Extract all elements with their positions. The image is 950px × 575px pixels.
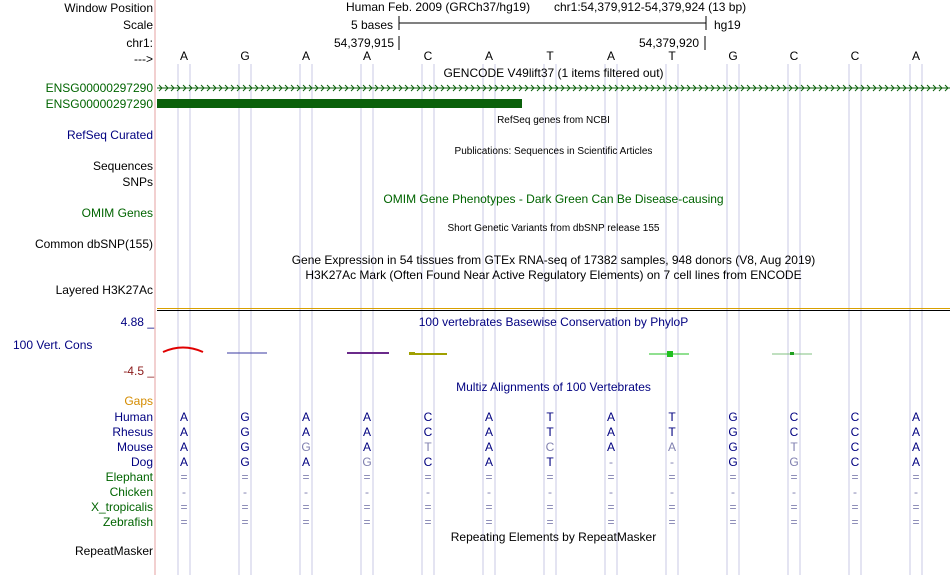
alignment-base: C [423,425,433,439]
alignment-base: C [850,410,860,424]
alignment-base: = [424,500,432,514]
conservation-track-label[interactable]: 100 Vert. Cons [13,338,93,352]
h3k27ac-track-label[interactable]: Layered H3K27Ac [55,283,153,297]
multiz-track-title: Multiz Alignments of 100 Vertebrates [456,380,651,394]
alignment-base: G [240,425,250,439]
alignment-base: G [240,410,250,424]
repeatmasker-track-label[interactable]: RepeatMasker [74,544,153,558]
reference-base: G [728,49,738,63]
alignment-base: = [424,515,432,529]
alignment-base: - [609,485,613,499]
alignment-base: - [182,485,186,499]
alignment-base: = [180,500,188,514]
alignment-base: C [423,410,433,424]
species-label[interactable]: Mouse [116,440,153,454]
refseq-track-label[interactable]: RefSeq Curated [66,128,153,142]
omim-track-label[interactable]: OMIM Genes [81,206,153,220]
alignment-base: T [668,410,676,424]
alignment-base: = [729,500,737,514]
species-label[interactable]: X_tropicalis [90,500,153,514]
scale-text: 5 bases [351,18,394,32]
chrom-label: chr1: [126,36,153,50]
alignment-base: = [668,515,676,529]
gaps-label[interactable]: Gaps [124,394,153,408]
alignment-base: = [668,470,676,484]
alignment-base: = [485,515,493,529]
alignment-base: = [607,500,615,514]
alignment-base: G [240,440,250,454]
reference-base: A [484,49,493,63]
reference-base: A [362,49,371,63]
alignment-base: A [606,410,615,424]
reference-base: T [668,49,676,63]
alignment-base: A [362,410,371,424]
alignment-base: T [668,425,676,439]
alignment-base: = [485,470,493,484]
alignment-base: G [728,410,738,424]
alignment-base: = [363,515,371,529]
alignment-base: - [304,485,308,499]
repeatmasker-track-title: Repeating Elements by RepeatMasker [450,530,657,544]
alignment-base: A [301,455,310,469]
dbsnp-track-label[interactable]: Common dbSNP(155) [34,237,153,251]
alignment-base: = [851,515,859,529]
species-label[interactable]: Zebrafish [102,515,153,529]
gtex-track-title: Gene Expression in 54 tissues from GTEx RNA-seq of 17382 samples, 948 donors (V8, Aug 2019) [291,253,816,267]
alignment-base: = [302,470,310,484]
alignment-base: A [484,440,493,454]
reference-base: G [240,49,250,63]
alignment-base: G [362,455,372,469]
species-label[interactable]: Elephant [105,470,153,484]
alignment-base: A [179,455,188,469]
alignment-base: A [484,455,493,469]
alignment-base: A [301,410,310,424]
alignment-base: = [302,515,310,529]
alignment-base: G [728,425,738,439]
alignment-base: - [426,485,430,499]
alignment-base: = [790,500,798,514]
alignment-base: = [180,470,188,484]
alignment-base: = [546,515,554,529]
alignment-base: - [670,485,674,499]
species-label[interactable]: Chicken [109,485,153,499]
alignment-base: C [850,425,860,439]
dbsnp-track-title: Short Genetic Variants from dbSNP release 155 [447,223,660,234]
alignment-base: A [484,410,493,424]
alignment-base: A [606,425,615,439]
reference-base: T [546,49,554,63]
species-label[interactable]: Human [114,410,153,424]
alignment-base: = [546,500,554,514]
conservation-plot[interactable] [157,340,950,365]
gencode-item-label-1[interactable]: ENSG00000297290 [45,81,153,95]
alignment-base: A [911,410,920,424]
alignment-base: C [545,440,555,454]
alignment-base: = [363,470,371,484]
alignment-base: = [668,500,676,514]
position-readout: chr1:54,379,912-54,379,924 (13 bp) [554,0,747,14]
alignment-base: G [728,455,738,469]
alignment-base: T [790,440,798,454]
alignment-base: = [302,500,310,514]
alignment-base: C [850,455,860,469]
alignment-base: A [484,425,493,439]
alignment-base: C [789,425,799,439]
conservation-track-title: 100 vertebrates Basewise Conservation by PhyloP [418,315,689,329]
alignment-base: A [362,440,371,454]
scale-db: hg19 [714,18,741,32]
alignment-base: - [792,485,796,499]
alignment-base: = [241,500,249,514]
alignment-base: - [243,485,247,499]
gencode-track-title: GENCODE V49lift37 (1 items filtered out) [443,66,664,80]
reference-base: C [423,49,433,63]
alignment-base: C [423,455,433,469]
alignment-base: - [853,485,857,499]
alignment-base: = [607,515,615,529]
reference-base: A [301,49,310,63]
gencode-gene-strand-line[interactable] [157,84,950,94]
alignment-base: T [424,440,432,454]
alignment-base: = [607,470,615,484]
alignment-base: A [667,440,676,454]
publications-track-title: Publications: Sequences in Scientific Articles [454,146,653,157]
alignment-base: - [365,485,369,499]
alignment-base: - [609,455,613,469]
alignment-base: = [790,470,798,484]
gencode-gene-bar[interactable] [157,99,522,108]
alignment-base: G [789,455,799,469]
alignment-base: C [789,410,799,424]
alignment-base: G [301,440,311,454]
alignment-base: = [180,515,188,529]
alignment-base: T [546,455,554,469]
reference-base: A [911,49,920,63]
alignment-base: = [363,500,371,514]
alignment-base: G [240,455,250,469]
coord-right: 54,379,920 [639,36,700,50]
h3k27ac-track-title: H3K27Ac Mark (Often Found Near Active Regulatory Elements) on 7 cell lines from ENCODE [305,268,802,282]
alignment-base: A [301,425,310,439]
alignment-base: = [424,470,432,484]
alignment-base: A [362,425,371,439]
alignment-base: - [670,455,674,469]
alignment-base: A [911,440,920,454]
alignment-base: A [911,425,920,439]
alignment-base: A [606,440,615,454]
alignment-base: - [548,485,552,499]
window-position-label: Window Position [64,1,153,15]
omim-track-title: OMIM Gene Phenotypes - Dark Green Can Be Disease-causing [383,192,724,206]
alignment-base: - [914,485,918,499]
alignment-base: = [912,470,920,484]
alignment-base: = [241,515,249,529]
alignment-base: = [912,500,920,514]
alignment-base: = [546,470,554,484]
track-separator [157,310,950,311]
coord-left: 54,379,915 [334,36,395,50]
refseq-track-title: RefSeq genes from NCBI [497,115,610,126]
alignment-base: C [850,440,860,454]
alignment-base: = [912,515,920,529]
reference-base: C [850,49,860,63]
alignment-base: = [851,500,859,514]
alignment-base: = [790,515,798,529]
gencode-item-label-2[interactable]: ENSG00000297290 [45,97,153,111]
species-label[interactable]: Rhesus [112,425,153,439]
alignment-base: - [487,485,491,499]
conservation-max-label: 4.88 _ [120,315,154,329]
alignment-base: = [729,470,737,484]
alignment-base: = [485,500,493,514]
alignment-base: A [179,440,188,454]
reference-base: A [606,49,615,63]
alignment-base: = [241,470,249,484]
scale-label: Scale [122,18,153,32]
conservation-min-label: -4.5 _ [123,364,154,378]
alignment-base: T [546,410,554,424]
sequences-track-label[interactable]: Sequences [92,159,153,173]
species-label[interactable]: Dog [130,455,153,469]
reference-base: C [789,49,799,63]
alignment-base: = [851,470,859,484]
alignment-base: G [728,440,738,454]
alignment-base: T [546,425,554,439]
alignment-base: = [729,515,737,529]
reference-base: A [179,49,188,63]
alignment-base: A [911,455,920,469]
assembly-name: Human Feb. 2009 (GRCh37/hg19) [346,0,531,14]
snps-track-label[interactable]: SNPs [122,175,153,189]
alignment-base: A [179,410,188,424]
strand-label: ---> [134,52,153,66]
alignment-base: A [179,425,188,439]
alignment-base: - [731,485,735,499]
h3k27ac-baseline-orange [157,308,950,309]
